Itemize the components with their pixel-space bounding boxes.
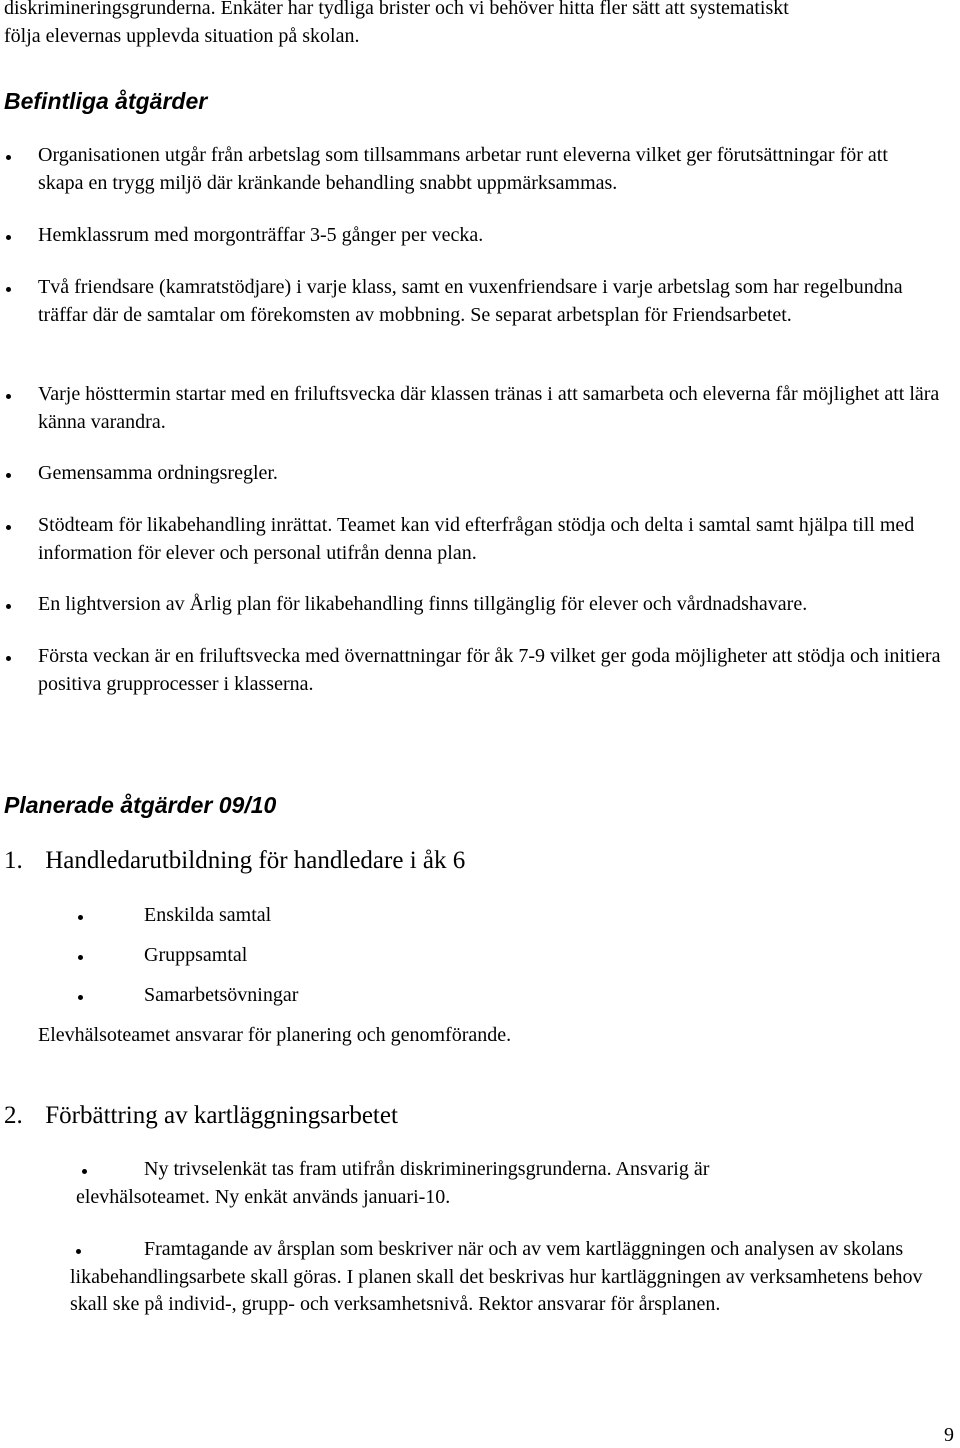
section1-note: Elevhälsoteamet ansvarar för planering och genomförande.: [38, 1024, 512, 1046]
list-item-text: Organisationen utgår från arbetslag som tillsammans arbetar runt eleverna vilket ger förutsättningar för att skapa en trygg miljö där kränkande behandling snabbt uppmärksammas.: [38, 144, 888, 194]
bullet-icon: [6, 656, 11, 661]
list-item-text: En lightversion av Årlig plan för likabehandling finns tillgänglig för elever och vårdnadshavare.: [38, 593, 808, 615]
list-item-text: Samarbetsövningar: [144, 984, 299, 1006]
bullet-icon: [6, 287, 11, 292]
list-item-text: Två friendsare (kamratstödjare) i varje klass, samt en vuxenfriendsare i varje arbetslag som har regelbundna träffar där de samtalar om förekomsten av mobbning. Se separat arbetsplan för Friendsarbetet.: [38, 276, 903, 326]
bullet-icon: [6, 604, 11, 609]
bullet-icon: [6, 473, 11, 478]
section-title: Handledarutbildning för handledare i åk 6: [45, 847, 466, 874]
section-number: 1.: [4, 847, 23, 874]
page-number: 9: [944, 1424, 954, 1446]
section-title: Förbättring av kartläggningsarbetet: [45, 1102, 398, 1129]
bullet-icon: [6, 155, 11, 160]
intro-line-2: följa elevernas upplevda situation på skolan.: [4, 25, 360, 47]
list-item-text: Gruppsamtal: [144, 944, 248, 966]
list-item-text: Framtagande av årsplan som beskriver när och av vem kartläggningen och analysen av skolans likabehandlingsarbete skall göras. I planen skall det beskrivas hur kartläggningen av verksamhetens behov skall ske på individ-, grupp- och verksamhetsnivå. Rektor ansvarar för årsplanen.: [70, 1238, 923, 1315]
list-item-text: Gemensamma ordningsregler.: [38, 462, 278, 484]
bullet-icon: [78, 955, 83, 960]
bullet-icon: [78, 995, 83, 1000]
intro-paragraph: [4, 0, 954, 50]
list-item-text: Varje hösttermin startar med en friluftsvecka där klassen tränas i att samarbeta och eleverna får möjlighet att lära känna varandra.: [38, 383, 940, 433]
bullet-icon: [6, 394, 11, 399]
list-item-text: Ny trivselenkät tas fram utifrån diskrimineringsgrunderna. Ansvarig är elevhälsoteamet. Ny enkät används januari-10.: [76, 1158, 710, 1208]
numbered-heading-2: [4, 1100, 398, 1132]
bullet-icon: [6, 525, 11, 530]
list-item-text: Stödteam för likabehandling inrättat. Teamet kan vid efterfrågan stödja och delta i samtal samt hjälpa till med information för elever och personal utifrån denna plan.: [38, 514, 915, 564]
list-item-text: Hemklassrum med morgonträffar 3-5 gånger per vecka.: [38, 224, 484, 246]
bullet-icon: [6, 235, 11, 240]
section-heading-planerade: Planerade åtgärder 09/10: [4, 792, 277, 818]
bullet-icon: [78, 915, 83, 920]
list-item-text: Enskilda samtal: [144, 904, 272, 926]
section-heading-befintliga: Befintliga åtgärder: [4, 88, 208, 114]
section-number: 2.: [4, 1102, 23, 1129]
intro-line-1: diskrimineringsgrunderna. Enkäter har tydliga brister och vi behöver hitta fler sätt att systematiskt: [4, 0, 789, 19]
numbered-heading-1: [4, 845, 465, 877]
list-item-text: Första veckan är en friluftsvecka med övernattningar för åk 7-9 vilket ger goda möjligheter att stödja och initiera positiva grupprocesser i klasserna.: [38, 645, 941, 695]
